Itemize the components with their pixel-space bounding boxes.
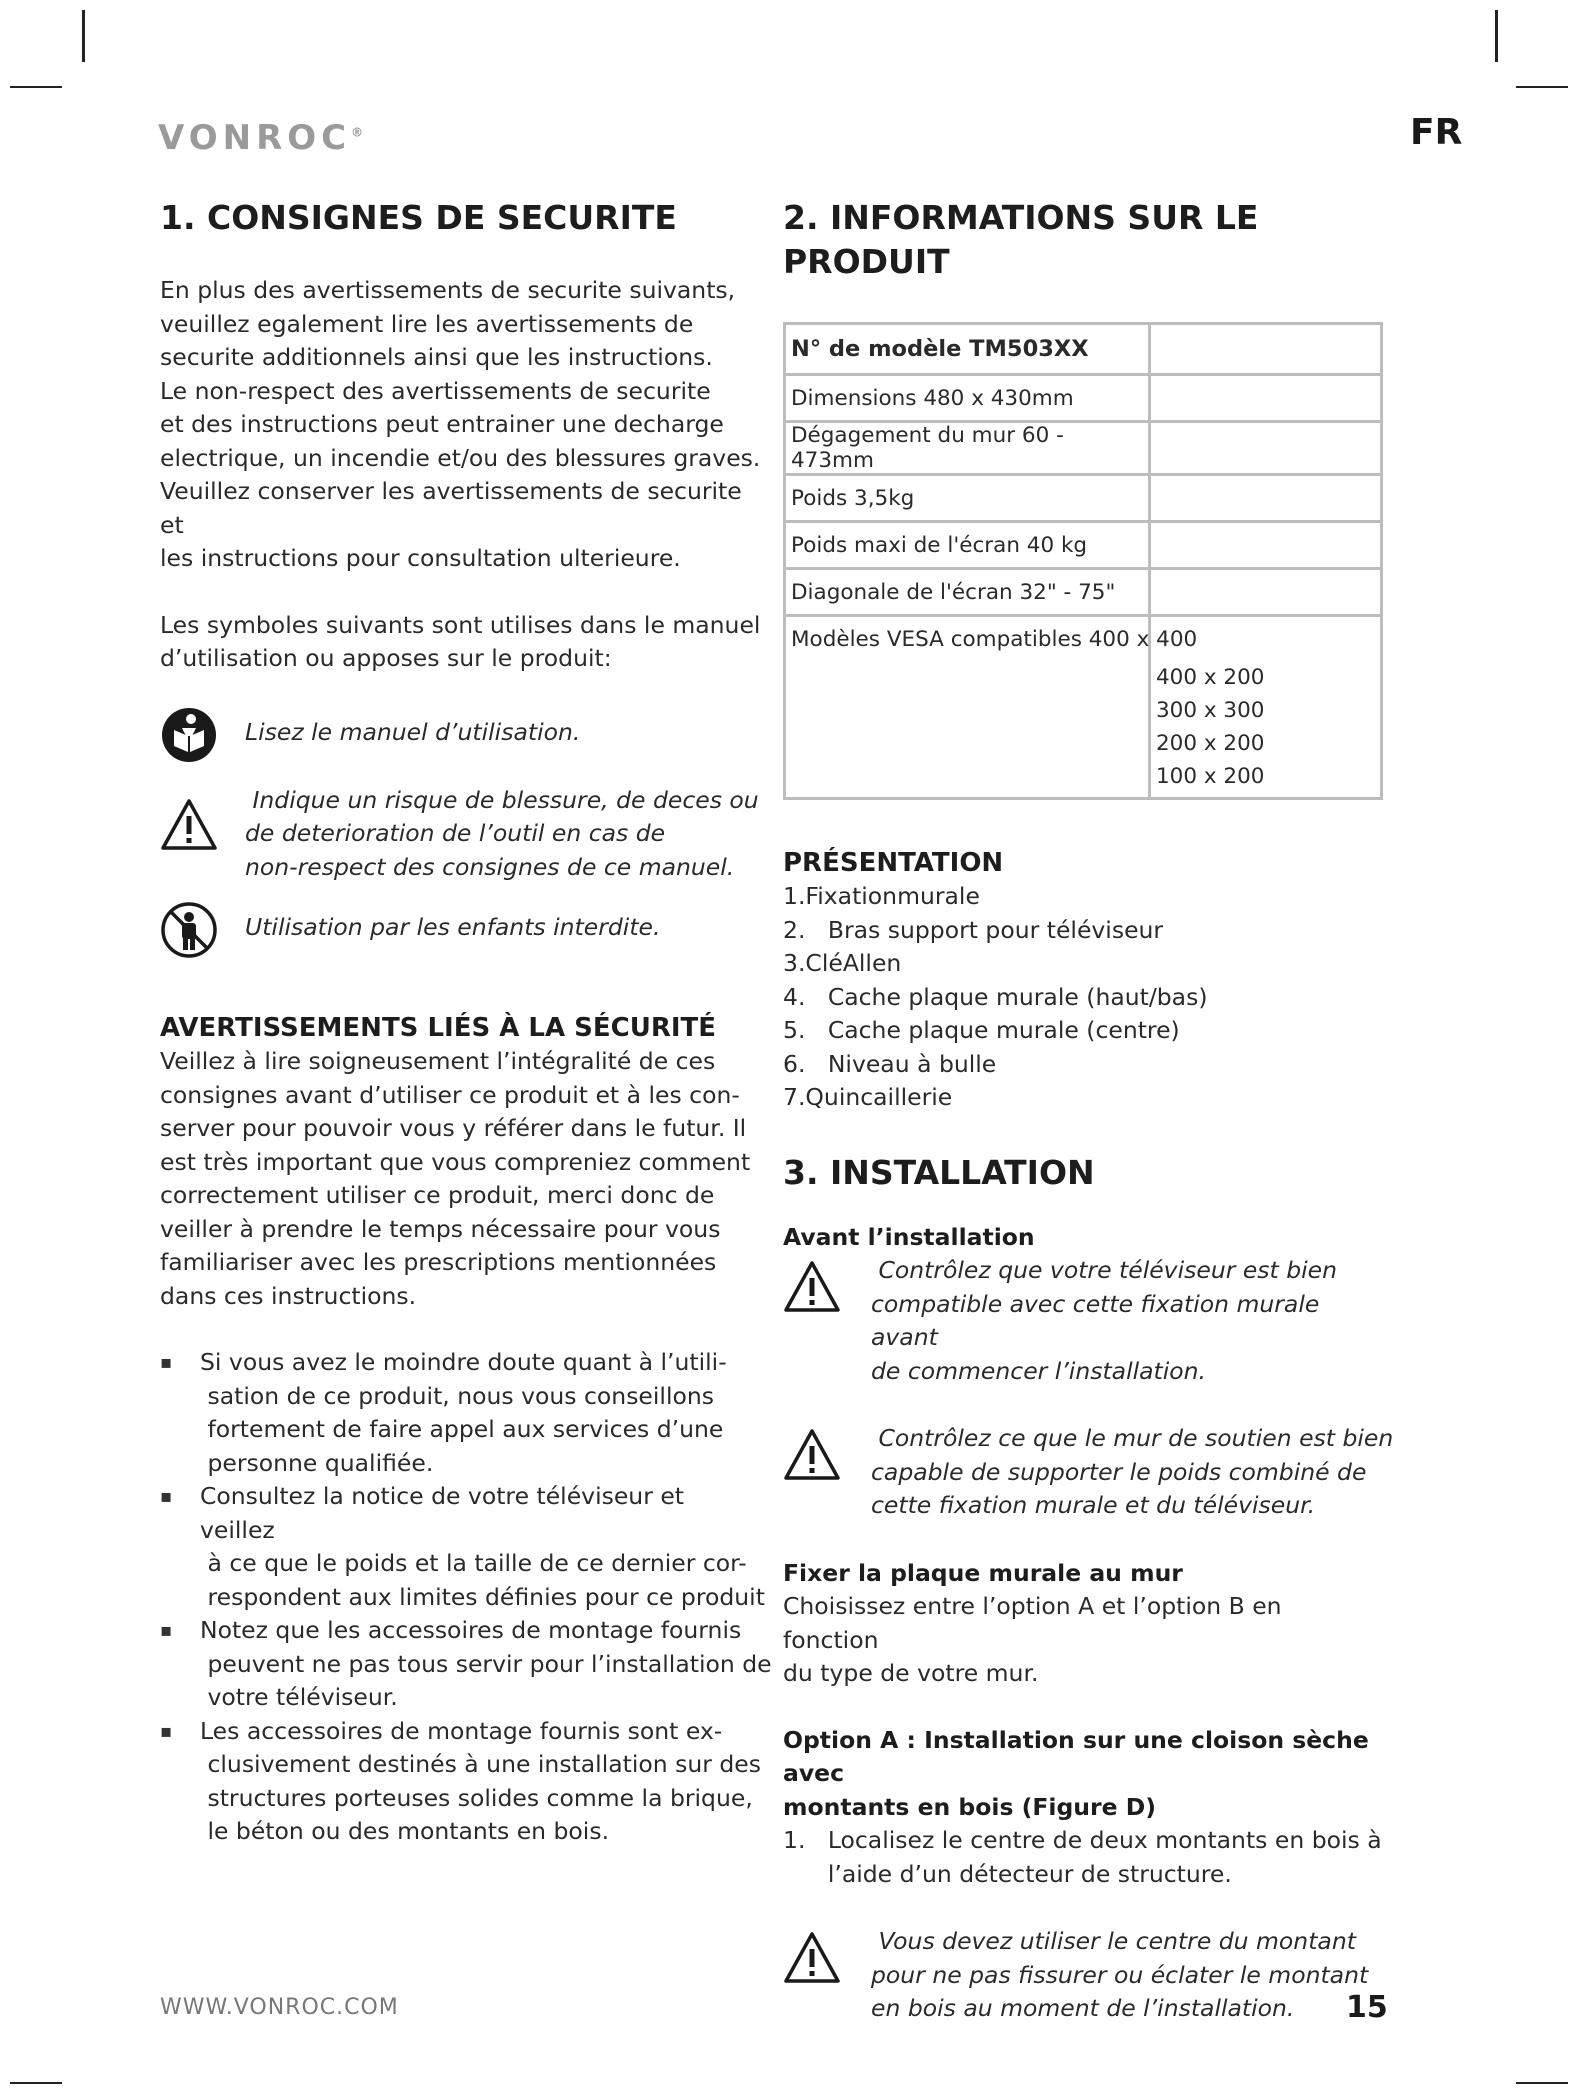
spec-cell: Dégagement du mur 60 - 473mm	[785, 422, 1150, 475]
read-manual-icon	[160, 706, 222, 768]
vesa-label: Modèles VESA compatibles 400 x 400	[791, 627, 1198, 652]
intro-line: veuillez egalement lire les avertissements de	[160, 309, 694, 338]
no-children-icon	[160, 901, 222, 963]
symbol-warning	[160, 784, 765, 885]
list-item	[160, 1715, 765, 1849]
vesa-value: 400 x 200	[1156, 665, 1265, 690]
section-title-product-info: 2. INFORMATIONS SUR LE PRODUIT	[783, 198, 1259, 281]
safety-intro	[160, 274, 765, 576]
before-installation-heading: Avant l’installation	[783, 1222, 1035, 1251]
vesa-value: 100 x 200	[1156, 764, 1265, 789]
list-item: 5. Cache plaque murale (centre)	[783, 1016, 1180, 1044]
symbol-read-manual	[160, 706, 765, 768]
intro-line: Le non-respect des avertissements de securite	[160, 376, 711, 405]
list-item	[160, 1614, 772, 1715]
fix-text-line: du type de votre mur.	[783, 1659, 1039, 1687]
warning-text-line: non-respect des consignes de ce manuel.	[245, 852, 735, 881]
symbols-intro-line: d’utilisation ou apposes sur le produit:	[160, 644, 612, 672]
bullet-line: peuvent ne pas tous servir pour l’installation de	[200, 1649, 772, 1678]
language-code: FR	[1410, 112, 1463, 153]
option-a-heading: Option A : Installation sur une cloison sèche avec	[783, 1725, 1369, 1787]
table-row	[785, 375, 1382, 422]
warning-text-line: Contrôlez que votre téléviseur est bien	[871, 1256, 1338, 1284]
symbols-intro-line: Les symboles suivants sont utilises dans le manuel	[160, 610, 761, 639]
warning-text-line: cette fixation murale et du téléviseur.	[871, 1491, 1316, 1519]
table-row	[785, 522, 1382, 569]
warning-triangle-icon	[783, 1422, 845, 1486]
bullet-line: ▪ Consultez la notice de votre téléviseur et veillez	[200, 1482, 684, 1544]
vesa-value: 200 x 200	[1156, 731, 1265, 756]
intro-line: les instructions pour consultation ulterieure.	[160, 544, 681, 572]
bullet-line: ▪ Si vous avez le moindre doute quant à l’utili-	[200, 1348, 727, 1376]
safety-text-line: est très important que vous compreniez comment	[160, 1147, 751, 1176]
list-item	[160, 1480, 765, 1614]
brand-logo: VONROC®	[158, 118, 364, 158]
option-a-step: l’aide d’un détecteur de structure.	[783, 1859, 1232, 1888]
bullet-line: personne qualifiée.	[200, 1448, 434, 1477]
warning-stud-center	[783, 1925, 1383, 2026]
fix-wall-plate-heading: Fixer la plaque murale au mur	[783, 1558, 1183, 1587]
bullet-line: fortement de faire appel aux services d’une	[200, 1415, 724, 1443]
safety-text-line: Veillez à lire soigneusement l’intégralité de ces	[160, 1047, 716, 1075]
warning-text	[871, 1925, 1368, 2026]
table-row	[785, 569, 1382, 616]
warning-text-line: Vous devez utiliser le centre du montant	[871, 1927, 1356, 1955]
bullet-line: ▪ Les accessoires de montage fournis sont ex-	[200, 1716, 723, 1745]
list-item: 4. Cache plaque murale (haut/bas)	[783, 982, 1208, 1011]
option-a-step: 1. Localisez le centre de deux montants en bois à	[783, 1826, 1382, 1854]
bullet-line: structures porteuses solides comme la brique,	[200, 1783, 753, 1812]
list-item: 7.Quincaillerie	[783, 1083, 953, 1111]
empty-cell	[1150, 475, 1382, 522]
intro-line: securite additionnels ainsi que les instructions.	[160, 343, 713, 371]
safety-text-line: consignes avant d’utiliser ce produit et à les con-	[160, 1080, 740, 1109]
list-item: 2. Bras support pour téléviseur	[783, 915, 1164, 944]
warning-text-line: de commencer l’installation.	[871, 1356, 1207, 1385]
warning-triangle-icon	[783, 1254, 845, 1318]
bullet-line: ▪ Notez que les accessoires de montage fournis	[200, 1616, 742, 1644]
warning-text-line: compatible avec cette fixation murale avant	[871, 1289, 1320, 1351]
table-row	[785, 324, 1382, 375]
spec-cell: Poids 3,5kg	[785, 475, 1150, 522]
safety-text-line: correctement utiliser ce produit, merci donc de	[160, 1181, 715, 1209]
list-item: 6. Niveau à bulle	[783, 1049, 997, 1078]
crop-mark	[1516, 2082, 1568, 2084]
intro-line: et des instructions peut entrainer une decharge	[160, 410, 724, 438]
spec-table	[783, 322, 1383, 800]
warning-text-line: pour ne pas fissurer ou éclater le montant	[871, 1960, 1369, 1989]
warning-text-line: Contrôlez ce que le mur de soutien est bien	[871, 1424, 1394, 1452]
warning-before-2	[783, 1422, 1394, 1523]
crop-mark	[82, 10, 85, 62]
table-row	[785, 475, 1382, 522]
section-title-safety: 1. CONSIGNES DE SECURITE	[160, 198, 677, 237]
right-column	[783, 196, 1394, 2026]
warning-text-line: de deterioration de l’outil en cas de	[245, 819, 666, 847]
empty-cell	[1150, 422, 1382, 475]
spec-cell: Dimensions 480 x 430mm	[785, 375, 1150, 422]
safety-text-line: server pour pouvoir vous y référer dans le futur. Il	[160, 1114, 747, 1142]
crop-mark	[10, 2082, 62, 2084]
bullet-line: à ce que le poids et la taille de ce dernier cor-	[200, 1549, 747, 1577]
fix-text-line: Choisissez entre l’option A et l’option B en fonction	[783, 1592, 1282, 1654]
warning-text	[871, 1422, 1393, 1523]
presentation-heading: PRÉSENTATION	[783, 848, 1004, 878]
warning-before-1	[783, 1254, 1383, 1388]
empty-cell	[1150, 569, 1382, 616]
list-item: 1.Fixationmurale	[783, 882, 980, 910]
footer-url: WWW.VONROC.COM	[160, 1995, 399, 2020]
table-row	[785, 422, 1382, 475]
bullet-line: clusivement destinés à une installation sur des	[200, 1750, 762, 1778]
bullet-line: votre téléviseur.	[200, 1683, 398, 1711]
warning-triangle-icon	[783, 1925, 845, 1989]
warning-text-line: Indique un risque de blessure, de deces ou	[245, 785, 759, 814]
safety-warnings-text	[160, 1045, 765, 1313]
warning-triangle-icon	[160, 784, 222, 856]
safety-text-line: familiariser avec les prescriptions mentionnées	[160, 1248, 717, 1276]
symbols-intro	[160, 609, 765, 676]
intro-line: En plus des avertissements de securite suivants,	[160, 276, 736, 304]
vesa-label-cell	[785, 616, 1198, 799]
warning-text-line: en bois au moment de l’installation.	[871, 1994, 1295, 2022]
page-number: 15	[1346, 1990, 1388, 2025]
intro-line: electrique, un incendie et/ou des blessures graves.	[160, 443, 761, 472]
model-number-cell: N° de modèle TM503XX	[785, 324, 1150, 375]
list-item	[160, 1346, 765, 1480]
list-item: 3.CléAllen	[783, 949, 902, 977]
spec-cell: Diagonale de l'écran 32" - 75"	[785, 569, 1150, 616]
crop-mark	[1516, 86, 1568, 88]
safety-text-line: veiller à prendre le temps nécessaire pour vous	[160, 1214, 721, 1243]
safety-bullet-list	[160, 1346, 772, 1849]
vesa-value: 300 x 300	[1156, 698, 1265, 723]
bullet-line: respondent aux limites définies pour ce produit	[200, 1582, 765, 1611]
spec-cell: Poids maxi de l'écran 40 kg	[785, 522, 1150, 569]
bullet-line: sation de ce produit, nous vous conseillons	[200, 1381, 714, 1410]
empty-cell	[1150, 375, 1382, 422]
warning-text	[871, 1254, 1383, 1388]
presentation-list	[783, 880, 1383, 1115]
safety-text-line: dans ces instructions.	[160, 1281, 417, 1310]
left-column	[160, 196, 772, 1849]
symbol-no-children	[160, 901, 765, 963]
symbol-read-manual-text: Lisez le manuel d’utilisation.	[245, 717, 581, 746]
warning-text-line: capable de supporter le poids combiné de	[871, 1457, 1367, 1486]
crop-mark	[1495, 10, 1498, 62]
symbol-warning-text	[245, 784, 759, 885]
intro-line: Veuillez conserver les avertissements de securite et	[160, 477, 742, 539]
empty-cell	[1150, 522, 1382, 569]
symbol-no-children-text: Utilisation par les enfants interdite.	[245, 913, 661, 941]
option-a-heading: montants en bois (Figure D)	[783, 1792, 1156, 1821]
safety-warnings-heading: AVERTISSEMENTS LIÉS À LA SÉCURITÉ	[160, 1013, 717, 1043]
bullet-line: le béton ou des montants en bois.	[200, 1817, 610, 1845]
table-row	[785, 616, 1382, 799]
section-title-installation: 3. INSTALLATION	[783, 1152, 1095, 1192]
crop-mark	[10, 86, 62, 88]
empty-cell	[1150, 324, 1382, 375]
